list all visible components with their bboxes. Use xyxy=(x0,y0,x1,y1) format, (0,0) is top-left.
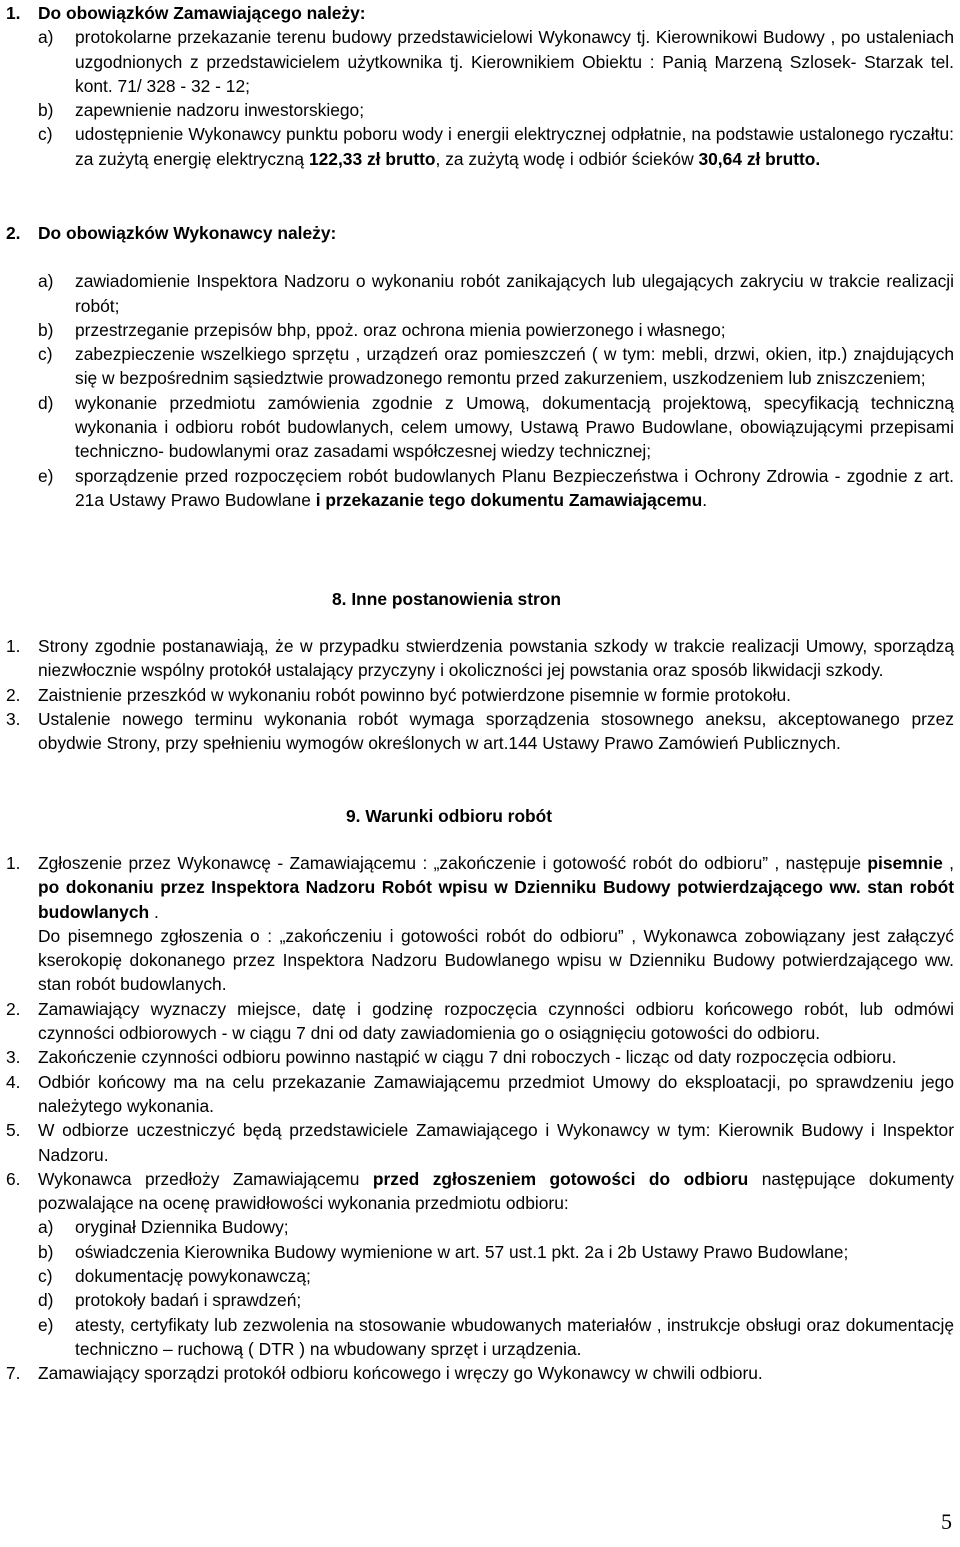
list-item xyxy=(6,997,954,1046)
item-label: b) xyxy=(38,319,54,340)
text-run: następujące dokumenty pozwalające na ocenę prawidłowości wykonania przedmiotu odbioru: xyxy=(38,1168,954,1214)
section-8 xyxy=(6,634,954,755)
list-item xyxy=(6,1118,954,1167)
item-text: W odbiorze uczestniczyć będą przedstawiciele Zamawiającego i Wykonawcy w tym: Kierownik Budowy i Inspektor Nadzoru. xyxy=(38,1120,954,1165)
section-1 xyxy=(6,1,954,171)
item-number: 4. xyxy=(6,1071,21,1092)
list-item xyxy=(38,1288,954,1312)
item-label: d) xyxy=(38,1290,54,1311)
item-label: c) xyxy=(38,124,53,145)
item-number: 1. xyxy=(6,636,21,656)
item-text xyxy=(38,851,954,924)
item-text: atesty, certyfikaty lub zezwolenia na stosowanie wbudowanych materiałów , instrukcje obsługi oraz dokumentację techniczno – ruchową ( DTR ) na wbudowany sprzęt i urządzenia. xyxy=(75,1314,954,1359)
item-text: protokoły badań i sprawdzeń; xyxy=(75,1290,302,1311)
item-label: e) xyxy=(38,465,54,486)
item-text: Zamawiający wyznaczy miejsce, datę i godzinę rozpoczęcia czynności odbioru końcowego robót, lub odmówi czynności odbiorowych - w ciągu 7 dni od daty zawiadomienia go o osiągnięciu gotowości do odbioru. xyxy=(38,998,954,1044)
text-run: udostępnienie Wykonawcy punktu poboru wody i energii elektrycznej odpłatnie, na podstawie ustalonego ryczałtu: za zużytą energię elektryczną xyxy=(75,124,954,169)
list-item xyxy=(38,342,954,391)
text-run: , za zużytą wodę i odbiór ścieków xyxy=(435,148,699,169)
item-text xyxy=(38,1167,954,1216)
water-price: 30,64 zł brutto. xyxy=(698,148,821,169)
list-item xyxy=(38,1313,954,1362)
text-run-bold: pisemnie xyxy=(867,853,943,873)
item-text: protokolarne przekazanie terenu budowy przedstawicielowi Wykonawcy tj. Kierownikowi Budowy , po ustaleniach uzgodnionych z przedstawicielem użytkownika tj. Kierownikiem Obiektu : Panią Marzeną Szlosek- Starzak tel. kont. 71/ 328 - 32 - 12; xyxy=(75,27,954,96)
text-run: Zgłoszenie przez Wykonawcę - Zamawiającemu : „zakończenie i gotowość robót do odbioru” , następuje xyxy=(38,853,868,873)
item-text: zapewnienie nadzoru inwestorskiego; xyxy=(75,100,365,121)
list-item xyxy=(6,1167,954,1216)
list-item xyxy=(6,707,954,756)
list-item xyxy=(38,269,954,318)
item-number: 3. xyxy=(6,708,21,729)
list-item xyxy=(38,1264,954,1288)
item-text: zabezpieczenie wszelkiego sprzętu , urządzeń oraz pomieszczeń ( w tym: mebli, drzwi, okien, itp.) znajdujących się w bezpośrednim sąsiedztwie prowadzonego remontu przed zakurzeniem, uszkodzeniem lub zniszczeniem; xyxy=(75,344,954,389)
item-label: c) xyxy=(38,344,53,365)
item-label: c) xyxy=(38,1266,53,1287)
text-run: Wykonawca przedłoży Zamawiającemu xyxy=(38,1168,373,1189)
item-number: 7. xyxy=(6,1363,21,1384)
list-item xyxy=(38,122,954,171)
list-item xyxy=(6,683,954,707)
text-run: . xyxy=(149,901,159,922)
electricity-price: 122,33 zł brutto xyxy=(308,148,436,169)
item-label: e) xyxy=(38,1314,54,1335)
section-2 xyxy=(6,221,954,512)
item-number: 2. xyxy=(6,998,21,1019)
item-text: oświadczenia Kierownika Budowy wymienione w art. 57 ust.1 pkt. 2a i 2b Ustawy Prawo Budowlane; xyxy=(75,1241,849,1262)
list-item xyxy=(6,1361,954,1385)
item-text: wykonanie przedmiotu zamówienia zgodnie z Umową, dokumentacją projektową, specyfikacją techniczną wykonania i odbioru robót budowlanych, celem umowy, Ustawą Prawo Budowlane, obowiązującymi przepisami techniczno- budowlanymi oraz zasadami współczesnej wiedzy technicznej; xyxy=(75,392,954,462)
list-item xyxy=(38,391,954,464)
section-9 xyxy=(6,851,954,1386)
text-run: , xyxy=(942,853,954,873)
item-label: b) xyxy=(38,100,54,121)
item-text: dokumentację powykonawczą; xyxy=(75,1266,311,1287)
item-text: zawiadomienie Inspektora Nadzoru o wykonaniu robót zanikających lub ulegających zakryciu w trakcie realizacji robót; xyxy=(75,271,954,316)
item-text: sporządzenie przed rozpoczęciem robót budowlanych Planu Bezpieczeństwa i Ochrony Zdrowia - zgodnie z art. 21a Ustawy Prawo Budowlane i przekazanie tego dokumentu Zamawiającemu. xyxy=(75,465,954,510)
section-title: Do obowiązków Wykonawcy należy: xyxy=(38,223,337,243)
text-run-bold: przed zgłoszeniem gotowości do odbioru xyxy=(372,1168,749,1189)
paragraph-text: Do pisemnego zgłoszenia o : „zakończeniu i gotowości robót do odbioru” , Wykonawca zobowiązany jest załączyć kserokopię dokonanego przez Inspektora Nadzoru Budowlanego wpisu w Dzienniku Budowy potwierdzającego ww. stan robót budowlanych. xyxy=(38,925,954,995)
item-label: a) xyxy=(38,1217,54,1238)
list-item xyxy=(38,1240,954,1264)
item-text: przestrzeganie przepisów bhp, ppoż. oraz ochrona mienia powierzonego i własnego; xyxy=(75,319,726,340)
item-label: a) xyxy=(38,271,54,292)
list-item xyxy=(38,98,954,122)
list-item xyxy=(6,851,954,924)
section-9-heading: 9. Warunki odbioru robót xyxy=(346,806,553,826)
item-label: a) xyxy=(38,27,54,48)
item-text: Zakończenie czynności odbioru powinno nastąpić w ciągu 7 dni roboczych - licząc od daty rozpoczęcia odbioru. xyxy=(38,1047,897,1068)
text-run-bold: po dokonaniu przez Inspektora Nadzoru Robót wpisu w Dzienniku Budowy potwierdzającego ww. stan robót budowlanych xyxy=(38,877,954,922)
item-text: Strony zgodnie postanawiają, że w przypadku stwierdzenia powstania szkody w trakcie realizacji Umowy, sporządzą niezwłocznie wspólny protokół ustalający przyczyny i okoliczności jej powstania oraz sposób likwidacji szkody. xyxy=(38,636,954,681)
item-label: d) xyxy=(38,392,54,413)
item-text: Ustalenie nowego terminu wykonania robót wymaga sporządzenia stosownego aneksu, akceptowanego przez obydwie Strony, przy spełnieniu wymogów określonych w art.144 Ustawy Prawo Zamówień Publicznych. xyxy=(38,708,954,754)
paragraph xyxy=(6,924,954,997)
list-item xyxy=(6,1045,954,1069)
section-title: Do obowiązków Zamawiającego należy: xyxy=(38,3,366,23)
item-text: oryginał Dziennika Budowy; xyxy=(75,1217,289,1238)
page-number: 5 xyxy=(941,1509,952,1534)
item-text: Zaistnienie przeszkód w wykonaniu robót powinno być potwierdzone pisemnie w formie protokołu. xyxy=(38,684,792,705)
section-8-heading: 8. Inne postanowienia stron xyxy=(332,589,562,609)
list-item xyxy=(38,25,954,98)
list-item xyxy=(6,1070,954,1119)
item-number: 6. xyxy=(6,1168,21,1189)
item-number: 5. xyxy=(6,1120,21,1141)
item-text: Zamawiający sporządzi protokół odbioru końcowego i wręczy go Wykonawcy w chwili odbioru. xyxy=(38,1363,763,1384)
section-number: 2. xyxy=(6,223,21,243)
text-run: sporządzenie przed rozpoczęciem robót budowlanych Planu Bezpieczeństwa i Ochrony Zdrowia - zgodnie z art. 21a Ustawy Prawo Budowlane xyxy=(75,465,954,510)
section-number: 1. xyxy=(6,3,21,23)
item-number: 3. xyxy=(6,1047,21,1068)
text-run-bold: i przekazanie tego dokumentu Zamawiającemu xyxy=(315,489,703,510)
item-label: b) xyxy=(38,1241,54,1262)
list-item xyxy=(38,318,954,342)
item-text: Odbiór końcowy ma na celu przekazanie Zamawiającemu przedmiot Umowy do eksploatacji, po sprawdzeniu jego należytego wykonania. xyxy=(38,1071,954,1116)
item-number: 1. xyxy=(6,853,21,873)
list-item xyxy=(38,1215,954,1239)
list-item xyxy=(6,634,954,683)
item-number: 2. xyxy=(6,684,21,705)
list-item xyxy=(38,464,954,513)
item-text xyxy=(75,122,954,171)
